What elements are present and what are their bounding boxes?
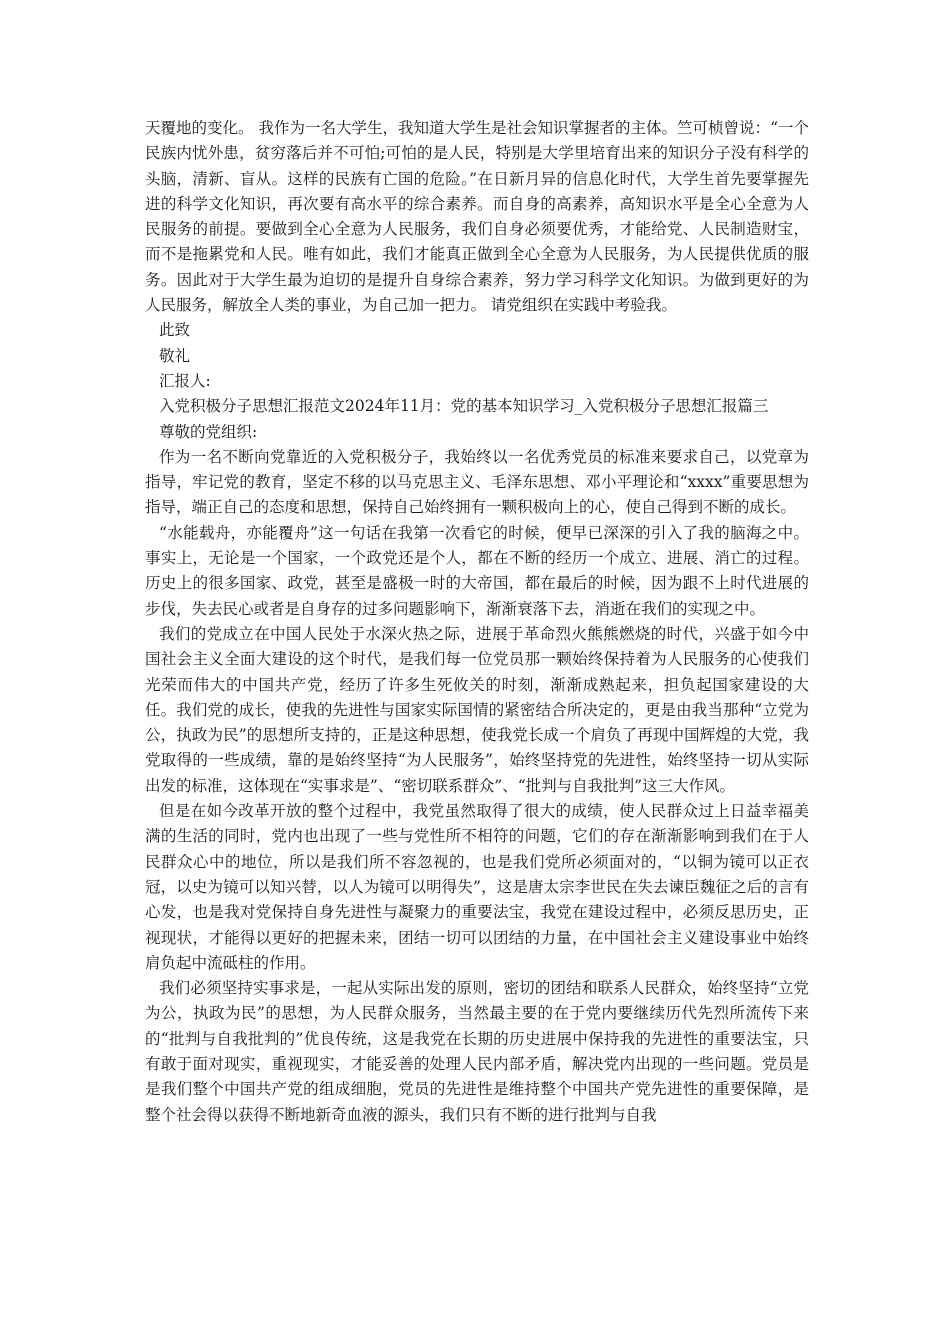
reporter-label: 汇报人: — [159, 371, 211, 390]
section-title: 入党积极分子思想汇报范文2024年11月：党的基本知识学习_入党积极分子思想汇报篇三 — [159, 397, 769, 416]
body-paragraph-4: 但是在如今改革开放的整个过程中，我党虽然取得了很大的成绩，使人民群众过上日益幸福美满的生活的同时，党内也出现了一些与党性所不相符的问题，它们的存在渐渐影响到我们在于人民群众心中的地位，所以是我们所不容忽视的，也是我们党所必须面对的，“以铜为镜可以正衣冠，以史为镜可以知兴替，以人为镜可以明得失”，这是唐太宗李世民在失去谏臣魏征之后的言有心发，也是我对党保持自身先进性与凝聚力的重要法宝，我党在建设过程中，必须反思历史，正视现状，才能得以更好的把握未来，团结一切可以团结的力量，在中国社会主义建设事业中始终肩负起中流砥柱的作用。 — [145, 802, 809, 972]
body-paragraph-2: “水能载舟，亦能覆舟”这一句话在我第一次看它的时候，便早已深深的引入了我的脑海之中。事实上，无论是一个国家，一个政党还是个人，都在不断的经历一个成立、进展、消亡的过程。历史上的很多国家、政党，甚至是盛极一时的大帝国，都在最后的时候，因为跟不上时代进展的步伐，失去民心或者是自身存的过多问题影响下，渐渐衰落下去，消逝在我们的实现之中。 — [145, 523, 809, 618]
body-paragraph-1: 作为一名不断向党靠近的入党积极分子，我始终以一名优秀党员的标准来要求自己，以党章为指导，牢记党的教育，坚定不移的以马克思主义、毛泽东思想、邓小平理论和“xxxx”重要思想为指导，端正自己的态度和思想，保持自己始终拥有一颗积极向上的心，使自己得到不断的成长。 — [145, 447, 809, 517]
closing-line-jingli: 敬礼 — [159, 346, 191, 365]
closing-line-cizhi: 此致 — [159, 321, 191, 340]
salutation: 尊敬的党组织: — [159, 422, 258, 441]
body-paragraph-5: 我们必须坚持实事求是，一起从实际出发的原则，密切的团结和联系人民群众，始终坚持“立党为公，执政为民”的思想，为人民群众服务，当然最主要的在于党内要继续历代先烈所流传下来的“批判与自我批判的”优良传统，这是我党在长期的历史进展中保持我的先进性的重要法宝，只有敢于面对现实，重视现实，才能妥善的处理人民内部矛盾，解决党内出现的一些问题。党员是是我们整个中国共产党的组成细胞，党员的先进性是维持整个中国共产党先进性的重要保障，是整个社会得以获得不断地新奇血液的源头，我们只有不断的进行批判与自我 — [145, 979, 809, 1124]
body-paragraph-3: 我们的党成立在中国人民处于水深火热之际，进展于革命烈火熊熊燃烧的时代，兴盛于如今中国社会主义全面大建设的这个时代，是我们每一位党员那一颗始终保持着为人民服务的心使我们光荣而伟大的中国共产党，经历了许多生死攸关的时刻，渐渐成熟起来，担负起国家建设的大任。我们党的成长，使我的先进性与国家实际国情的紧密结合所决定的，更是由我当那种“立党为公，执政为民”的思想所支持的，正是这种思想，使我党长成一个肩负了再现中国辉煌的大党，我党取得的一些成绩，靠的是始终坚持“为人民服务”，始终坚持党的先进性，始终坚持一切从实际出发的标准，这体现在“实事求是”、“密切联系群众”、“批判与自我批判”这三大作风。 — [145, 624, 809, 795]
opening-paragraph: 天覆地的变化。 我作为一名大学生，我知道大学生是社会知识掌握者的主体。竺可桢曾说：“一个民族内忧外患，贫穷落后并不可怕;可怕的是人民，特别是大学里培育出来的知识分子没有科学的头脑，清新、盲从。这样的民族有亡国的危险。”在日新月异的信息化时代，大学生首先要掌握先进的科学文化知识，再次要有高水平的综合素养。而自身的高素养，高知识水平是全心全意为人民服务的前提。要做到全心全意为人民服务，我们自身必须要优秀，才能给党、人民制造财宝，而不是拖累党和人民。唯有如此，我们才能真正做到全心全意为人民服务，为人民提供优质的服务。因此对于大学生最为迫切的是提升自身综合素养，努力学习科学文化知识。为做到更好的为人民服务，解放全人类的事业，为自己加一把力。 请党组织在实践中考验我。 — [145, 119, 809, 315]
document-page — [145, 116, 809, 1128]
